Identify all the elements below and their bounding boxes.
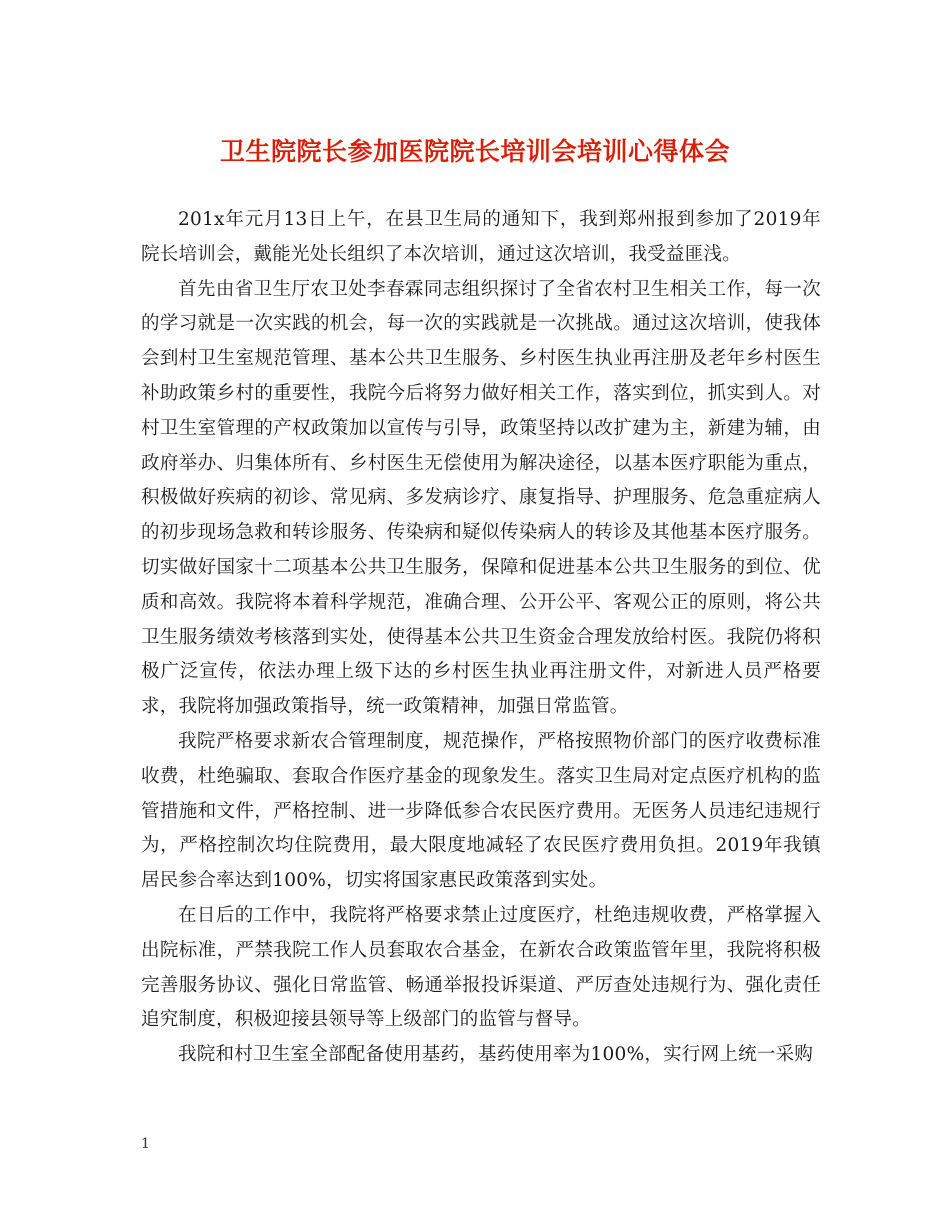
paragraph-1: 201x年元月13日上午，在县卫生局的通知下，我到郑州报到参加了2019年院长培训会，戴能光处长组织了本次培训，通过这次培训，我受益匪浅。 bbox=[141, 209, 821, 265]
paragraph-4: 在日后的工作中，我院将严格要求禁止过度医疗，杜绝违规收费，严格掌握入出院标准，严禁我院工作人员套取农合基金，在新农合政策监管年里，我院将积极完善服务协议、强化日常监管、畅通举报投诉渠道、严厉查处违规行为、强化责任追究制度，积极迎接县领导等上级部门的监管与督导。 bbox=[141, 904, 821, 1031]
paragraph-5: 我院和村卫生室全部配备使用基药，基药使用率为100%，实行网上统一采购 bbox=[178, 1044, 814, 1066]
document-title: 卫生院院长参加医院院长培训会培训心得体会 bbox=[219, 137, 730, 166]
page-number: 1 bbox=[141, 1136, 150, 1152]
document-body bbox=[141, 203, 821, 1073]
paragraph-3: 我院严格要求新农合管理制度，规范操作，严格按照物价部门的医疗收费标准收费，杜绝骗取、套取合作医疗基金的现象发生。落实卫生局对定点医疗机构的监管措施和文件，严格控制、进一步降低参合农民医疗费用。无医务人员违纪违规行为，严格控制次均住院费用，最大限度地减轻了农民医疗费用负担。2019年我镇居民参合率达到100%，切实将国家惠民政策落到实处。 bbox=[141, 730, 821, 892]
paragraph-2: 首先由省卫生厅农卫处李春霖同志组织探讨了全省农村卫生相关工作，每一次的学习就是一次实践的机会，每一次的实践就是一次挑战。通过这次培训，使我体会到村卫生室规范管理、基本公共卫生服务、乡村医生执业再注册及老年乡村医生补助政策乡村的重要性，我院今后将努力做好相关工作，落实到位，抓实到人。对村卫生室管理的产权政策加以宣传与引导，政策坚持以改扩建为主，新建为辅，由政府举办、归集体所有、乡村医生无偿使用为解决途径，以基本医疗职能为重点，积极做好疾病的初诊、常见病、多发病诊疗、康复指导、护理服务、危急重症病人的初步现场急救和转诊服务、传染病和疑似传染病人的转诊及其他基本医疗服务。切实做好国家十二项基本公共卫生服务，保障和促进基本公共卫生服务的到位、优质和高效。我院将本着科学规范，准确合理、公开公平、客观公正的原则，将公共卫生服务绩效考核落到实处，使得基本公共卫生资金合理发放给村医。我院仍将积极广泛宣传，依法办理上级下达的乡村医生执业再注册文件，对新进人员严格要求，我院将加强政策指导，统一政策精神，加强日常监管。 bbox=[141, 278, 821, 718]
